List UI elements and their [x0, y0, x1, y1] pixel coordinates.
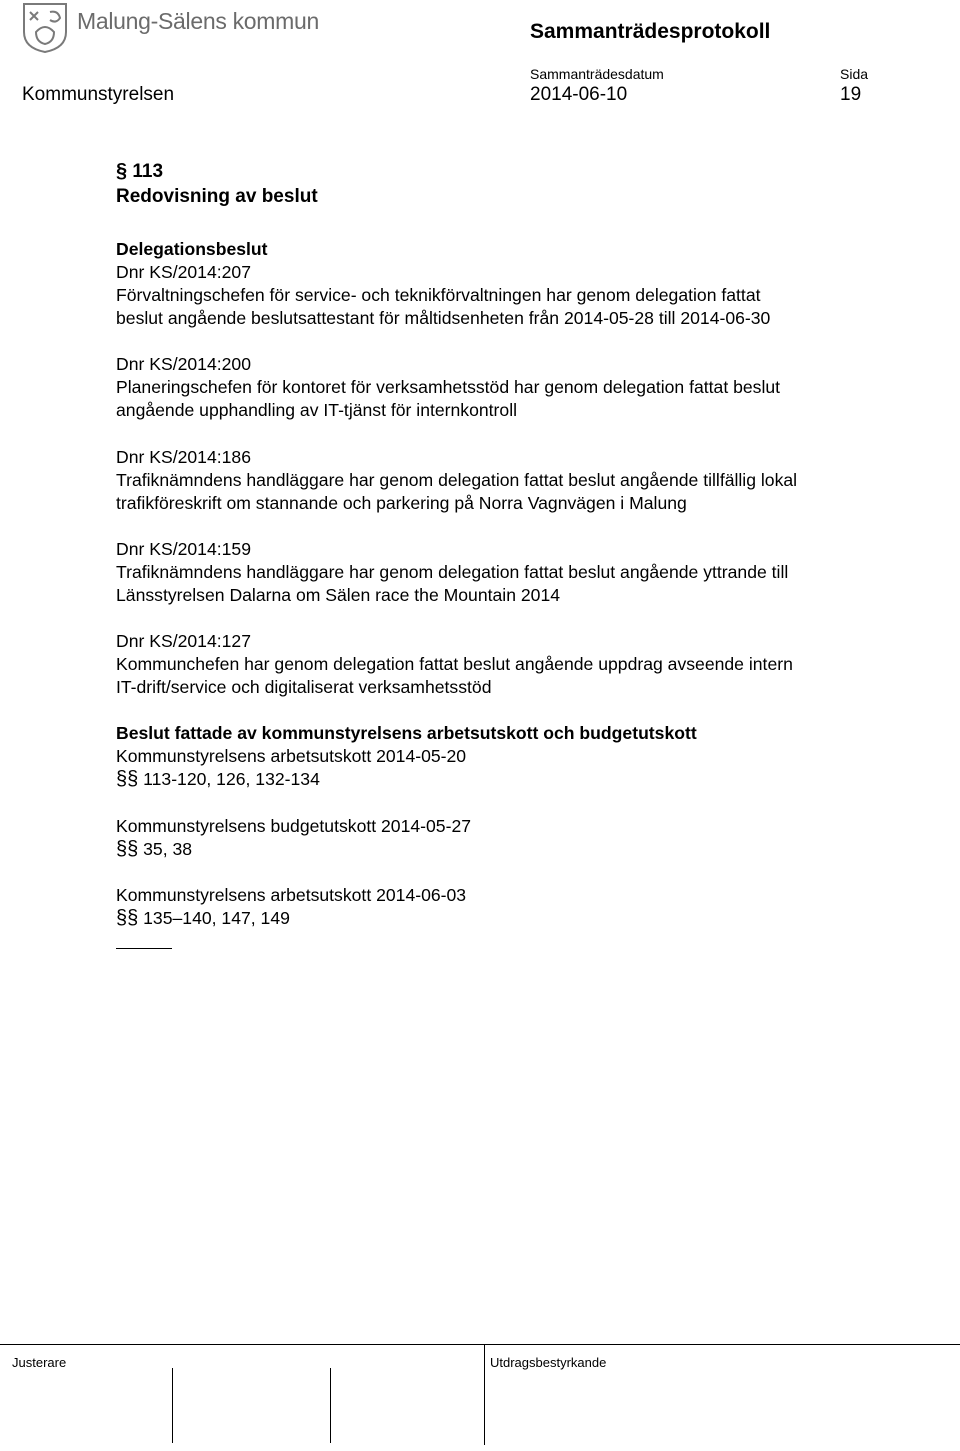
decision-text-line: trafikföreskrift om stannande och parkering på Norra Vagnvägen i Malung [116, 493, 687, 513]
decision-text-line: Länsstyrelsen Dalarna om Sälen race the Mountain 2014 [116, 585, 561, 605]
decision-text-line: Förvaltningschefen för service- och teknikförvaltningen har genom delegation fattat [116, 285, 761, 305]
paragraph-number-value: 113 [132, 161, 164, 182]
decision-text-line: beslut angående beslutsattestant för måltidsenheten från 2014-05-28 till 2014-06-30 [116, 308, 771, 328]
paragraph-number [116, 160, 163, 183]
case-number: Dnr KS/2014:127 [116, 631, 251, 651]
end-rule [116, 948, 172, 949]
footer-rule [0, 1344, 960, 1345]
logo-text: Malung-Sälens kommun [77, 8, 320, 34]
decision-text-line: Planeringschefen för kontoret för verksamhetsstöd har genom delegation fattat beslut [116, 377, 781, 397]
signature-divider [484, 1345, 485, 1445]
paragraph-title: Redovisning av beslut [116, 186, 318, 207]
section-symbol: §§ [116, 907, 139, 929]
decision-text-line: Kommunchefen har genom delegation fattat beslut angående uppdrag avseende intern [116, 654, 793, 674]
decision-text-line: Trafiknämndens handläggare har genom delegation fattat beslut angående tillfällig lokal [116, 470, 798, 490]
committee-heading: Beslut fattade av kommunstyrelsens arbetsutskott och budgetutskott [116, 723, 697, 743]
paragraph-refs [116, 768, 320, 791]
page-label: Sida [840, 66, 869, 82]
decision-text-line: Trafiknämndens handläggare har genom delegation fattat beslut angående yttrande till [116, 562, 789, 582]
section-symbol: §§ [116, 838, 139, 860]
delegation-heading: Delegationsbeslut [116, 239, 268, 259]
paragraph-refs-value: 113-120, 126, 132-134 [143, 769, 320, 789]
committee-meeting: Kommunstyrelsens arbetsutskott 2014-06-03 [116, 885, 467, 905]
utdrag-label: Utdragsbestyrkande [490, 1355, 607, 1370]
paragraph-refs-value: 35, 38 [143, 839, 193, 859]
document-title: Sammanträdesprotokoll [530, 20, 771, 43]
section-symbol: §§ [116, 768, 139, 790]
section-symbol: § [116, 160, 128, 182]
paragraph-refs [116, 838, 192, 861]
decision-text-line: angående upphandling av IT-tjänst för internkontroll [116, 400, 518, 420]
date-label: Sammanträdesdatum [530, 66, 664, 82]
paragraph-refs-value: 135–140, 147, 149 [143, 908, 290, 928]
case-number: Dnr KS/2014:207 [116, 262, 251, 282]
decision-text-line: IT-drift/service och digitaliserat verksamhetsstöd [116, 677, 492, 697]
committee-meeting: Kommunstyrelsens arbetsutskott 2014-05-20 [116, 746, 467, 766]
signature-divider [330, 1368, 331, 1443]
committee-name: Kommunstyrelsen [22, 84, 175, 105]
case-number: Dnr KS/2014:159 [116, 539, 251, 559]
municipal-crest-logo [22, 2, 68, 54]
case-number: Dnr KS/2014:200 [116, 354, 251, 374]
justerare-label: Justerare [12, 1355, 67, 1370]
meeting-date: 2014-06-10 [530, 84, 628, 105]
page-number: 19 [840, 84, 862, 105]
paragraph-refs [116, 907, 290, 930]
case-number: Dnr KS/2014:186 [116, 447, 251, 467]
signature-divider [172, 1368, 173, 1443]
committee-meeting: Kommunstyrelsens budgetutskott 2014-05-27 [116, 816, 472, 836]
